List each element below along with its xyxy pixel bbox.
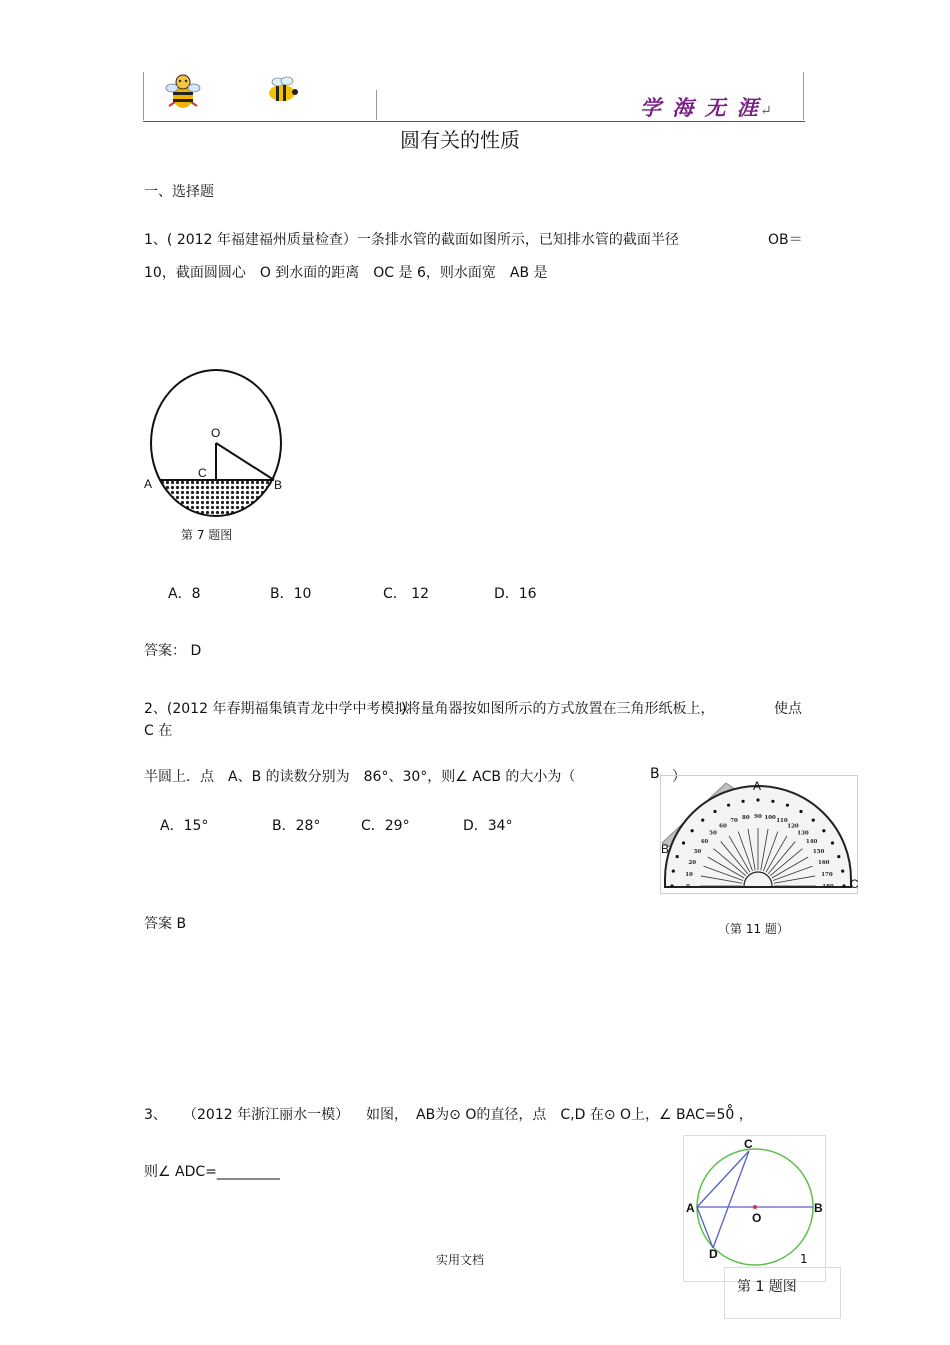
protractor-tick-label: 120 [787, 823, 799, 830]
q3-label-O: O [752, 1211, 762, 1225]
q2-line1-end: 使点 [774, 701, 802, 717]
bee-icon [163, 72, 205, 112]
protractor-tick-label: 140 [805, 839, 818, 846]
q3-line1-lead: 如图， [366, 1107, 408, 1123]
protractor-tick-label: 60 [719, 823, 727, 830]
q1-label-C: C [198, 466, 207, 480]
q3-line1-source: （2012 年浙江丽水一模） [183, 1107, 350, 1123]
q2-option-d: D．34° [463, 818, 513, 834]
q2-label-A: A [753, 779, 762, 793]
q2-line1-mid: )将量角器按如图所示的方式放置在三角形纸板上， [401, 701, 715, 717]
protractor-dot [741, 800, 744, 803]
q1-label-B: B [274, 478, 283, 492]
q1-option-a: A．8 [168, 586, 201, 602]
q3-line1: AB为⊙ O的直径，点 C,D 在⊙ O上，∠ BAC=50̊ ， [416, 1107, 753, 1123]
protractor-tick-label: 70 [730, 818, 738, 825]
protractor-dot [771, 800, 774, 803]
protractor-dot [682, 841, 685, 844]
q3-figure-number: 1 [800, 1252, 808, 1266]
q2-label-C: C [850, 877, 859, 891]
q1-line2: 10，截面圆圆心 O 到水面的距离 OC 是 6，则水面宽 AB 是 [144, 265, 548, 281]
motto-text: 学 海 无 涯 [640, 95, 760, 120]
q3-label-A: A [686, 1201, 695, 1215]
q3-figure-circle [683, 1135, 825, 1267]
q1-option-c: C． 12 [383, 586, 430, 602]
protractor-tick-label: 180 [822, 884, 834, 890]
protractor-dot [841, 869, 844, 872]
protractor-dot [842, 884, 845, 887]
protractor-tick-label: 90 [754, 814, 762, 820]
protractor-tick-label: 110 [776, 818, 788, 825]
protractor-dot [727, 804, 730, 807]
protractor-tick-label: 100 [764, 815, 776, 822]
q3-label-D: D [709, 1247, 718, 1261]
return-mark: ↵ [759, 103, 774, 119]
q1-line1: 1、( 2012 年福建福州质量检查）一条排水管的截面如图所示，已知排水管的截面半径 [144, 232, 679, 248]
protractor-dot [837, 855, 840, 858]
protractor-dot [812, 819, 815, 822]
protractor-tick-label: 30 [693, 849, 702, 855]
protractor-dot [756, 798, 759, 801]
q2-line2: 半圆上．点 A、B 的读数分别为 86°、30°，则∠ ACB 的大小为（ [144, 769, 576, 785]
protractor-tick-label: 40 [700, 839, 709, 846]
page-footer: 实用文档 [436, 1253, 485, 1267]
protractor-tick-label: 80 [742, 815, 750, 822]
q3-label-C: C [744, 1137, 753, 1151]
protractor-tick-label: 150 [812, 849, 825, 855]
q2-option-a: A．15° [160, 818, 209, 834]
q3-line2: 则∠ ADC=_________ [144, 1164, 280, 1180]
protractor-dot [672, 869, 675, 872]
q2-label-B: B [661, 842, 670, 856]
protractor-tick-label: 130 [797, 830, 809, 837]
q2-line2-choice: B [650, 766, 660, 782]
q2-answer: 答案 B [144, 916, 187, 932]
protractor-tick-label: 50 [709, 830, 717, 837]
q1-figure-pipe [140, 365, 300, 525]
q2-option-c: C．29° [361, 818, 410, 834]
q3-label-B: B [814, 1201, 823, 1215]
q1-line1-end: OB＝ [768, 232, 803, 248]
q1-caption: 第 7 题图 [181, 528, 233, 542]
section-heading: 一、选择题 [144, 184, 214, 200]
protractor-dot [676, 855, 679, 858]
q2-line2-close: ） [672, 769, 686, 785]
q1-option-b: B．10 [270, 586, 312, 602]
q3-caption: 第 1 题图 [737, 1279, 797, 1295]
protractor-dot [691, 829, 694, 832]
protractor-dot [713, 810, 716, 813]
q3-line1-num: 3、 [144, 1107, 167, 1123]
protractor-tick-label: 170 [821, 871, 833, 878]
bee-icon [264, 76, 300, 104]
q2-line1-wrap: C 在 [144, 723, 173, 739]
page-title: 圆有关的性质 [400, 128, 520, 152]
q1-answer: 答案： D [144, 643, 202, 659]
protractor-tick-label: 20 [688, 860, 697, 867]
protractor-dot [831, 841, 834, 844]
q2-line1: 2、(2012 年春期福集镇青龙中学中考模拟 [144, 701, 409, 717]
q1-label-O: O [211, 426, 221, 440]
protractor-tick-label: 0 [686, 884, 690, 890]
protractor-dot [822, 829, 825, 832]
header-motto [640, 92, 774, 122]
q2-caption: （第 11 题） [718, 922, 789, 936]
q1-label-A: A [144, 477, 153, 491]
protractor-dot [701, 819, 704, 822]
protractor-dot [786, 804, 789, 807]
protractor-dot [670, 884, 673, 887]
protractor-tick-label: 160 [818, 860, 830, 867]
q2-option-b: B．28° [272, 818, 321, 834]
protractor-tick-label: 10 [685, 871, 693, 878]
protractor-dot [799, 810, 802, 813]
q1-option-d: D．16 [494, 586, 537, 602]
